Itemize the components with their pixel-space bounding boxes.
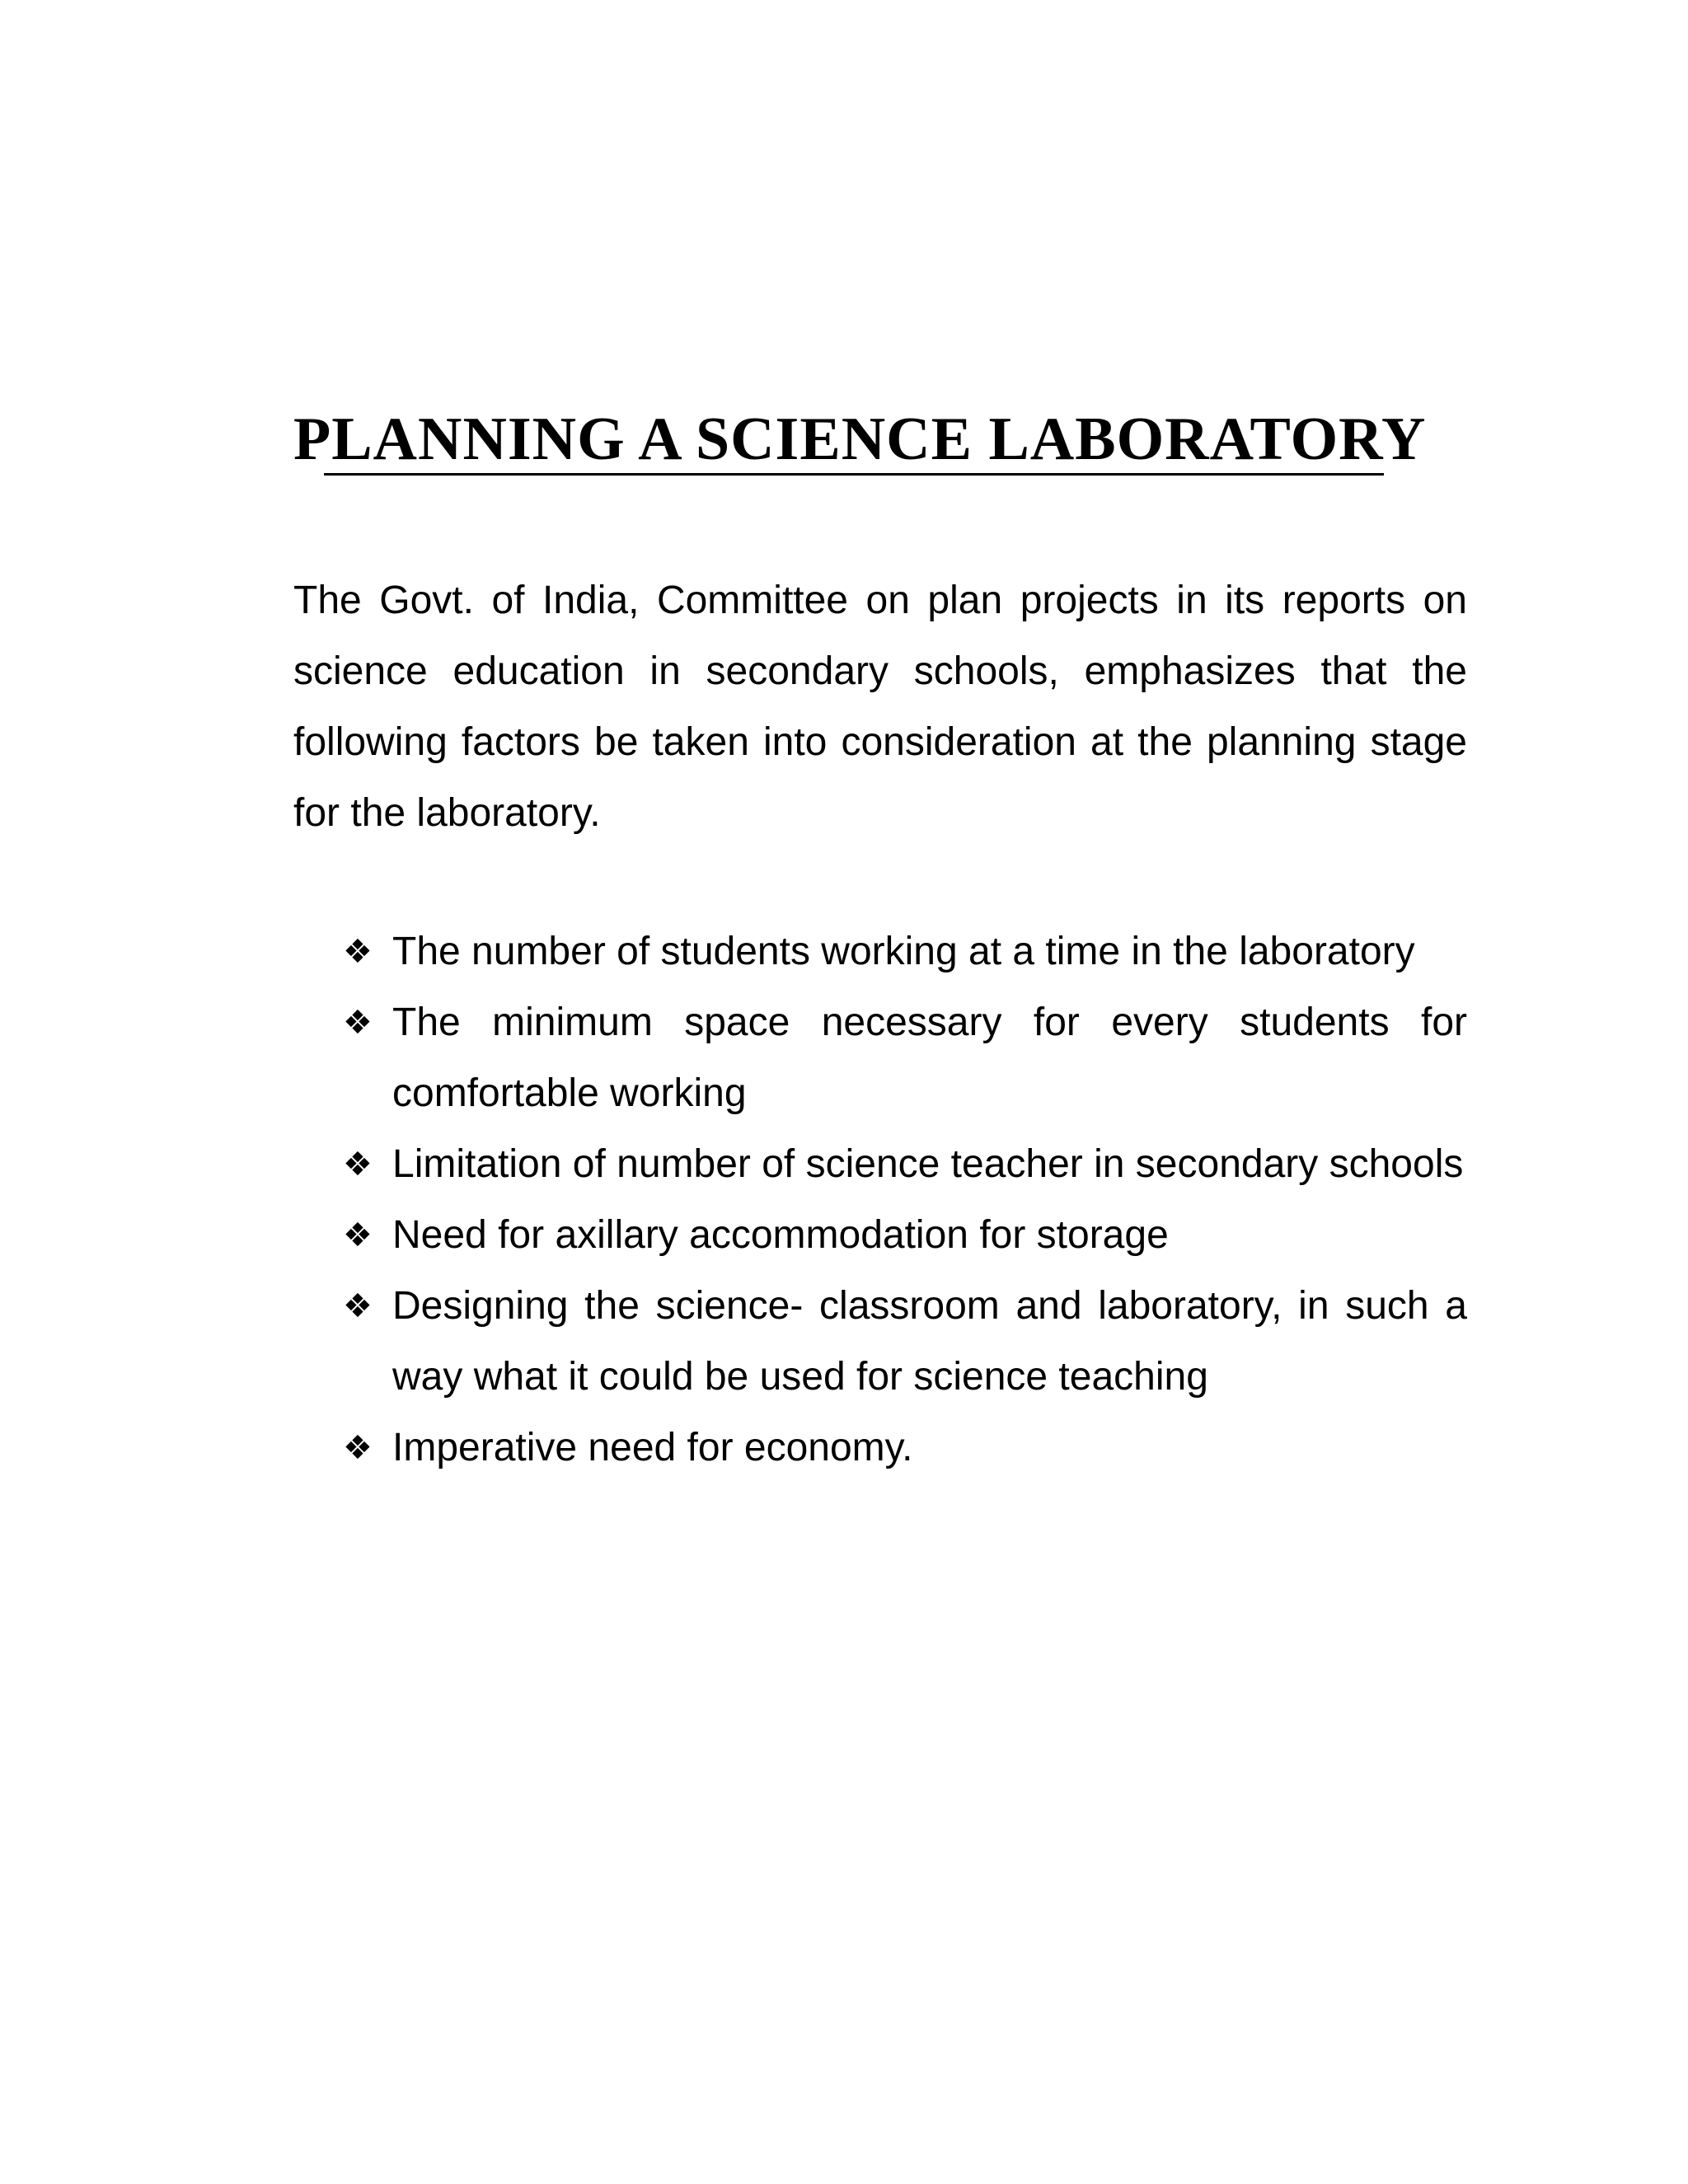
list-item <box>343 1200 1467 1271</box>
list-item-text: The number of students working at a time in the laboratory <box>392 930 1415 973</box>
page-title: PLANNING A SCIENCE LABORATORY <box>293 405 1427 473</box>
intro-paragraph: The Govt. of India, Committee on plan projects in its reports on science education in secondary schools, emphasizes that the following factors be taken into consideration at the planning stage for the laboratory. <box>293 579 1467 835</box>
factor-list <box>343 916 1467 1483</box>
list-item-text: The minimum space necessary for every students for comfortable working <box>392 1001 1467 1115</box>
list-item <box>343 987 1467 1129</box>
list-item-text: Imperative need for economy. <box>392 1426 913 1469</box>
four-diamond-bullet-icon: ❖ <box>343 933 373 971</box>
list-item-text: Designing the science- classroom and laboratory, in such a way what it could be used for science teaching <box>392 1284 1467 1399</box>
four-diamond-bullet-icon: ❖ <box>343 1287 373 1325</box>
list-item <box>343 916 1467 987</box>
list-item <box>343 1271 1467 1413</box>
four-diamond-bullet-icon: ❖ <box>343 1216 373 1254</box>
four-diamond-bullet-icon: ❖ <box>343 1004 373 1042</box>
list-item <box>343 1129 1467 1200</box>
title-underline <box>324 473 1384 476</box>
four-diamond-bullet-icon: ❖ <box>343 1146 373 1183</box>
list-item <box>343 1413 1467 1483</box>
four-diamond-bullet-icon: ❖ <box>343 1429 373 1467</box>
list-item-text: Limitation of number of science teacher in secondary schools <box>392 1142 1464 1186</box>
list-item-text: Need for axillary accommodation for storage <box>392 1213 1169 1257</box>
